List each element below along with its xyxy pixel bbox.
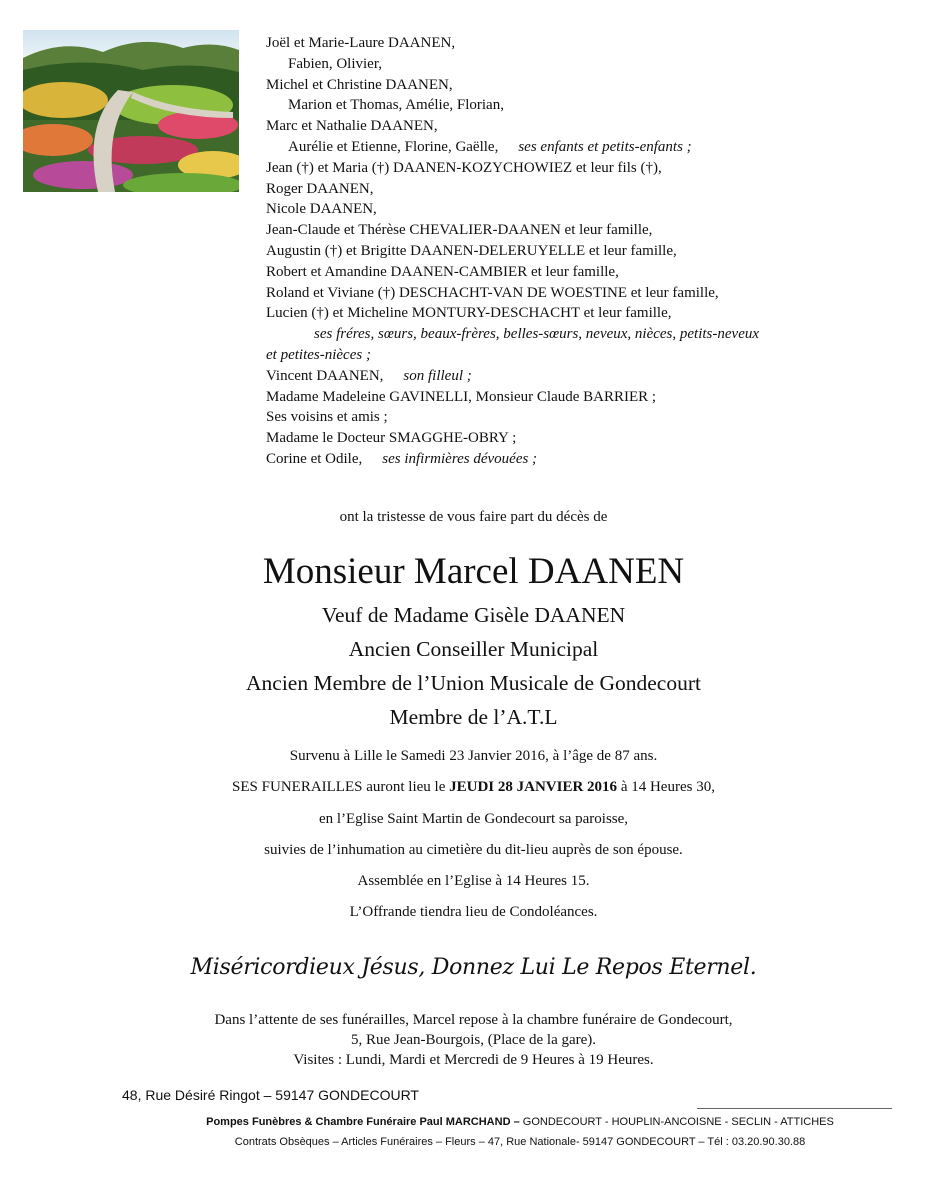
family-line	[266, 324, 906, 345]
family-names: Lucien (†) et Micheline MONTURY-DESCHACHT et leur famille,	[266, 305, 672, 322]
family-line	[266, 366, 906, 387]
family-relation: ses enfants et petits-enfants ;	[518, 138, 692, 155]
funeral-pre: SES FUNERAILLES auront lieu le	[232, 779, 450, 795]
family-line	[266, 407, 906, 428]
family-line	[266, 137, 906, 158]
family-line	[266, 199, 906, 220]
family-line	[266, 116, 906, 137]
garden-photo	[23, 30, 239, 192]
family-names: Marc et Nathalie DAANEN,	[266, 118, 438, 135]
footer-services: Contrats Obsèques – Articles Funéraires – Fleurs – 47, Rue Nationale- 59147 GONDECOURT – Tél : 03.20.90.30.88	[234, 1136, 806, 1148]
family-names: Marion et Thomas, Amélie, Florian,	[288, 97, 504, 114]
family-names: Nicole DAANEN,	[266, 201, 377, 218]
family-line	[266, 345, 906, 366]
prayer: Miséricordieux Jésus, Donnez Lui Le Repos Eternel.	[190, 955, 757, 980]
family-line	[266, 220, 906, 241]
family-names: Madame le Docteur SMAGGHE-OBRY ;	[266, 430, 517, 447]
title-line: Membre de l’A.T.L	[389, 705, 558, 729]
family-relation: ses infirmières dévouées ;	[382, 450, 538, 467]
family-line	[266, 54, 906, 75]
family-line	[266, 241, 906, 262]
family-names: Ses voisins et amis ;	[266, 409, 388, 426]
church-info: en l’Eglise Saint Martin de Gondecourt sa paroisse,	[318, 811, 629, 827]
deceased-name: Monsieur Marcel DAANEN	[262, 551, 685, 592]
resting-line: Dans l’attente de ses funérailles, Marcel repose à la chambre funéraire de Gondecourt,	[214, 1012, 733, 1028]
company-towns: GONDECOURT - HOUPLIN-ANCOISNE - SECLIN - ATTICHES	[519, 1116, 834, 1128]
family-relation: et petites-nièces ;	[266, 346, 371, 363]
funeral-date: JEUDI 28 JANVIER 2016	[449, 779, 618, 795]
family-list	[266, 33, 906, 470]
family-names: Joël et Marie-Laure DAANEN,	[266, 35, 456, 51]
funeral-info	[0, 779, 947, 796]
family-names: Madame Madeleine GAVINELLI, Monsieur Claude BARRIER ;	[266, 388, 657, 405]
family-names: Jean (†) et Maria (†) DAANEN-KOZYCHOWIEZ et leur fils (†),	[266, 159, 662, 176]
family-names: Vincent DAANEN,	[266, 367, 384, 384]
family-names: Augustin (†) et Brigitte DAANEN-DELERUYELLE et leur famille,	[266, 242, 677, 259]
resting-line: 5, Rue Jean-Bourgois, (Place de la gare).	[350, 1032, 597, 1048]
intro-text: ont la tristesse de vous faire part du décès de	[339, 509, 608, 525]
family-line	[266, 75, 906, 96]
title-line: Ancien Membre de l’Union Musicale de Gondecourt	[246, 671, 701, 695]
family-names: Roger DAANEN,	[266, 180, 374, 197]
burial-info: suivies de l’inhumation au cimetière du dit-lieu auprès de son épouse.	[264, 842, 683, 858]
family-names: Michel et Christine DAANEN,	[266, 76, 453, 93]
family-line	[266, 262, 906, 283]
family-relation: son filleul ;	[403, 367, 472, 384]
family-line	[266, 303, 906, 324]
family-names: Corine et Odile,	[266, 450, 363, 467]
company-name: Pompes Funèbres & Chambre Funéraire Paul MARCHAND –	[206, 1116, 520, 1128]
resting-line: Visites : Lundi, Mardi et Mercredi de 9 Heures à 19 Heures.	[293, 1052, 654, 1068]
family-line	[266, 449, 906, 470]
family-line	[266, 158, 906, 179]
divider	[697, 1108, 892, 1109]
title-line: Veuf de Madame Gisèle DAANEN	[321, 603, 626, 627]
offering-info: L’Offrande tiendra lieu de Condoléances.	[349, 904, 598, 920]
family-names: Roland et Viviane (†) DESCHACHT-VAN DE WOESTINE et leur famille,	[266, 284, 719, 301]
family-names: Jean-Claude et Thérèse CHEVALIER-DAANEN et leur famille,	[266, 222, 653, 239]
footer-company	[0, 1116, 947, 1128]
funeral-post: à 14 Heures 30,	[617, 779, 715, 795]
death-info: Survenu à Lille le Samedi 23 Janvier 2016, à l’âge de 87 ans.	[289, 748, 658, 764]
family-line	[266, 95, 906, 116]
gathering-info: Assemblée en l’Eglise à 14 Heures 15.	[357, 873, 590, 889]
funeral-home-address: 48, Rue Désiré Ringot – 59147 GONDECOURT	[122, 1087, 419, 1103]
family-line	[266, 387, 906, 408]
family-line	[266, 33, 906, 54]
family-line	[266, 179, 906, 200]
family-names: Fabien, Olivier,	[288, 55, 382, 72]
family-line	[266, 428, 906, 449]
family-names: Aurélie et Etienne, Florine, Gaëlle,	[288, 138, 499, 155]
family-names: Robert et Amandine DAANEN-CAMBIER et leur famille,	[266, 263, 619, 280]
family-relation: ses fréres, sœurs, beaux-frères, belles-sœurs, neveux, nièces, petits-neveux	[314, 326, 760, 343]
family-line	[266, 283, 906, 304]
title-line: Ancien Conseiller Municipal	[348, 637, 599, 661]
